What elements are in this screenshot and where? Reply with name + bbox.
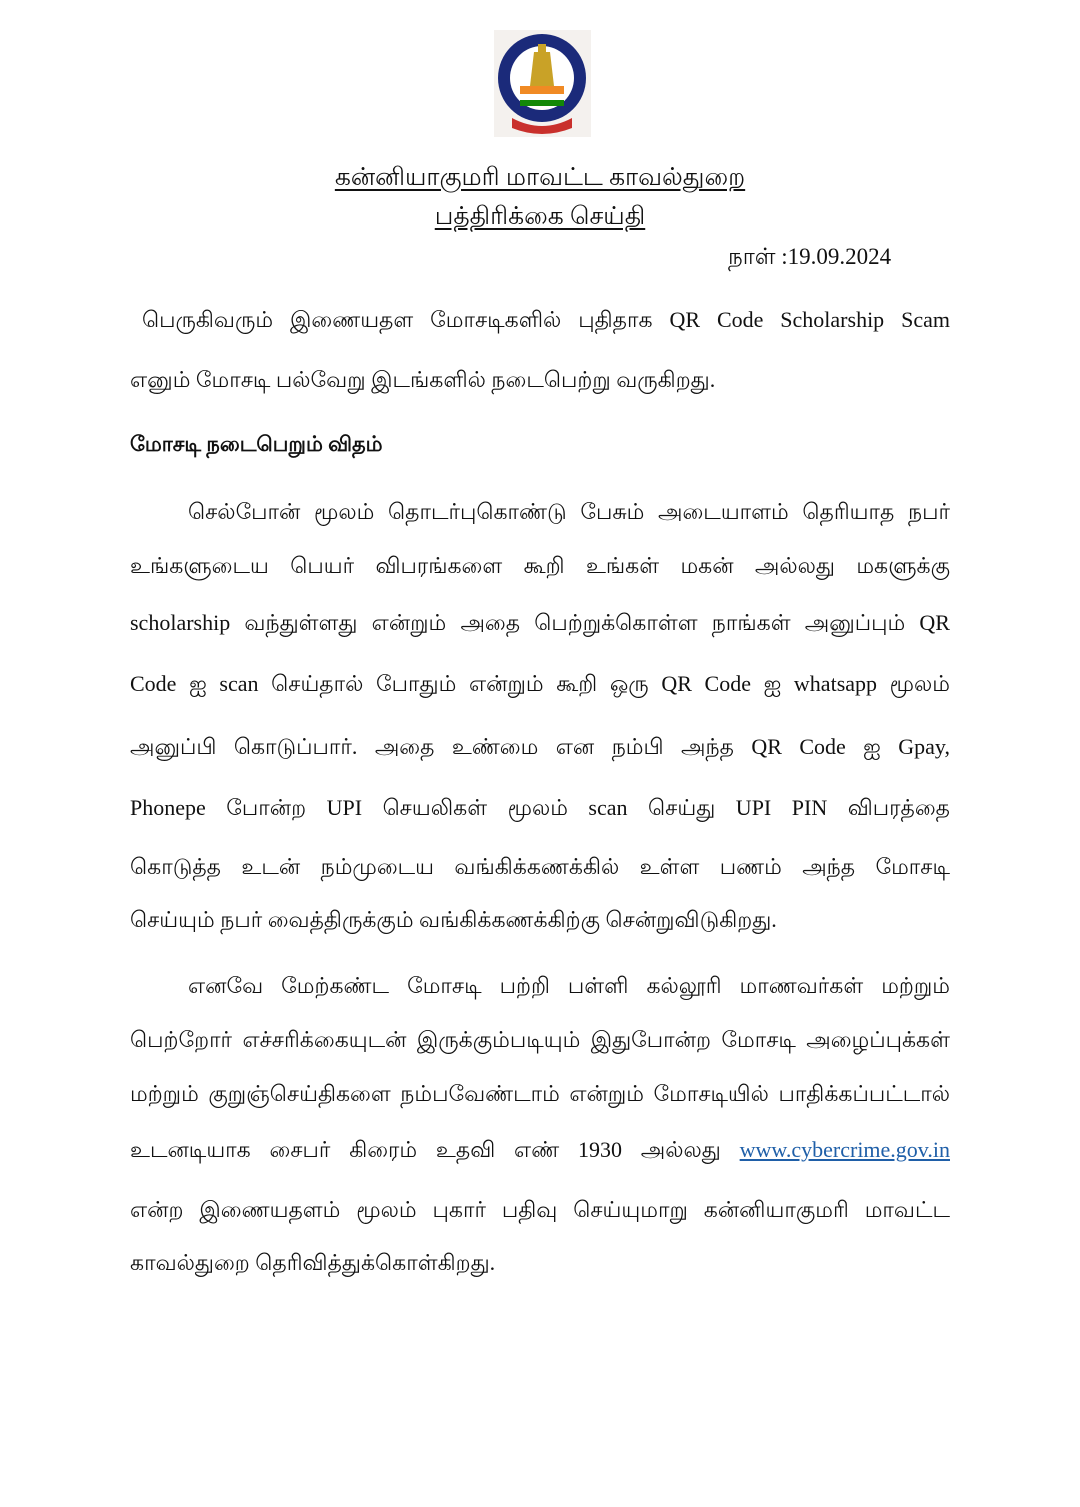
tamilnadu-police-logo xyxy=(494,30,591,137)
paragraph-line: என்ற இணையதளம் மூலம் புகார் பதிவு செய்யுமாறு கன்னியாகுமரி மாவட்ட xyxy=(130,1197,950,1222)
date: நாள் :19.09.2024 xyxy=(728,244,892,269)
paragraph-line: கொடுத்த உடன் நம்முடைய வங்கிக்கணக்கில் உள்ள பணம் அந்த மோசடி xyxy=(130,854,950,879)
paragraph-line: scholarship வந்துள்ளது என்றும் அதை பெற்றுக்கொள்ள நாங்கள் அனுப்பும் QR xyxy=(130,610,950,635)
paragraph-line: மற்றும் குறுஞ்செய்திகளை நம்பவேண்டாம் என்றும் மோசடியில் பாதிக்கப்பட்டால் xyxy=(130,1081,950,1106)
intro-line: பெருகிவரும் இணையதள மோசடிகளில் புதிதாக QR Code Scholarship Scam xyxy=(142,307,950,332)
paragraph-line: எனவே மேற்கண்ட மோசடி பற்றி பள்ளி கல்லூரி மாணவர்கள் மற்றும் xyxy=(188,973,950,998)
document-title: கன்னியாகுமரி மாவட்ட காவல்துறை xyxy=(334,164,746,191)
paragraph-line: செய்யும் நபர் வைத்திருக்கும் வங்கிக்கணக்கிற்கு சென்றுவிடுகிறது. xyxy=(130,907,777,932)
intro-line: எனும் மோசடி பல்வேறு இடங்களில் நடைபெற்று வருகிறது. xyxy=(130,367,716,392)
paragraph-line: பெற்றோர் எச்சரிக்கையுடன் இருக்கும்படியும் இதுபோன்ற மோசடி அழைப்புக்கள் xyxy=(130,1027,950,1052)
paragraph-line: செல்போன் மூலம் தொடர்புகொண்டு பேசும் அடையாளம் தெரியாத நபர் xyxy=(188,499,950,524)
paragraph-line: அனுப்பி கொடுப்பார். அதை உண்மை என நம்பி அந்த QR Code ஐ Gpay, xyxy=(130,734,950,759)
paragraph-line: Code ஐ scan செய்தால் போதும் என்றும் கூறி ஒரு QR Code ஐ whatsapp மூலம் xyxy=(130,671,950,696)
paragraph-line: Phonepe போன்ற UPI செயலிகள் மூலம் scan செய்து UPI PIN விபரத்தை xyxy=(130,795,950,820)
helpline-text: உடனடியாக சைபர் கிரைம் உதவி எண் 1930 அல்லது xyxy=(130,1137,721,1162)
paragraph-line: காவல்துறை தெரிவித்துக்கொள்கிறது. xyxy=(130,1250,496,1275)
section-heading: மோசடி நடைபெறும் விதம் xyxy=(130,432,383,456)
paragraph-line: உங்களுடைய பெயர் விபரங்களை கூறி உங்கள் மகன் அல்லது மகளுக்கு xyxy=(130,553,950,578)
cybercrime-link[interactable]: www.cybercrime.gov.in xyxy=(739,1137,950,1162)
document-subtitle: பத்திரிக்கை செய்தி xyxy=(434,203,646,230)
paragraph-line xyxy=(130,1135,950,1165)
